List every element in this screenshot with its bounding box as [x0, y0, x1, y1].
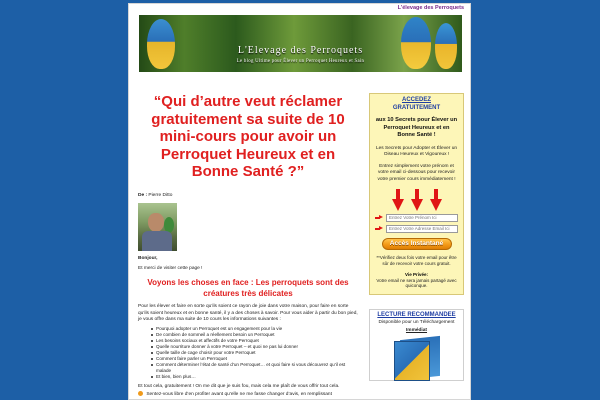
header-banner[interactable]: [139, 15, 462, 72]
list-item: Pourquoi adopter un Perroquet est un engagement pour la vie: [156, 326, 358, 332]
section-red-title: Voyons les choses en face : Les perroquets sont des créatures très délicates: [147, 278, 349, 298]
instant-access-button[interactable]: Accès Instantané: [382, 238, 452, 250]
recommended-reading-title[interactable]: LECTURE RECOMMANDEE: [377, 312, 456, 319]
down-arrow-icon: [411, 189, 423, 211]
optin-description: Les Secrets pour Adopter et Élever un Oiseau Heureux et Vigoureux !: [375, 145, 458, 157]
privacy-title: Vie Privée:: [405, 271, 428, 277]
name-field-row: [375, 214, 458, 222]
optin-secrets: aux 10 Secrets pour Élever un Perroquet Heureux et en Bonne Santé !: [375, 117, 458, 138]
closing-line-text: Sentez-vous libre d’en profiter avant qu’elle ne me fasse changer d’avis, en remplissant: [146, 391, 332, 397]
list-item: Et bien, bien plus…: [156, 374, 358, 380]
verify-email-note: **Vérifiez deux fois votre email pour être sûr de recevoir votre cours gratuit.: [376, 254, 457, 266]
sidebar: [369, 93, 464, 381]
closing-paragraph: Et tout cela, gratuitement ! On me dit que je suis fou, mais cela me plaît de vous offrir tout cela.: [138, 384, 340, 390]
first-name-input[interactable]: [386, 214, 458, 222]
arrows-group: [375, 189, 458, 211]
down-arrow-icon: [392, 189, 404, 211]
list-item: Quelle nourriture donner à votre Perroquet – et quoi ne pas lui donner: [156, 344, 358, 350]
banner-subtitle: Le blog Ultime pour Élever un Perroquet Heureux et Sain: [236, 59, 365, 64]
optin-instructions: Entrez simplement votre prénom et votre email ci-dessous pour recevoir votre premier cours immédiatement !: [377, 164, 456, 182]
list-item: Comment faire parler un Perroquet: [156, 356, 358, 362]
optin-heading: [375, 97, 458, 112]
byline-name: Pierre Ditto: [148, 192, 173, 198]
down-arrow-icon: [430, 189, 442, 211]
thanks-text: Et merci de visiter cette page !: [138, 266, 203, 272]
main-content: [138, 93, 358, 398]
optin-box: [369, 93, 464, 295]
closing-line: [138, 391, 358, 398]
optin-accedez: ACCEDEZ: [401, 97, 431, 103]
author-photo: [138, 203, 177, 251]
orange-bullet-icon: [138, 391, 143, 396]
recommended-reading-box: [369, 309, 464, 381]
recommended-reading-desc: Disponible pour un Téléchargement: [378, 320, 455, 326]
greeting: Bonjour,: [138, 255, 158, 261]
photo-face: [148, 213, 164, 232]
recommended-reading-link[interactable]: Immédiat: [405, 328, 428, 334]
byline: [138, 193, 358, 199]
intro-paragraph: Pour les élever et faire en sorte qu’ils soient ce rayon de joie dans votre maison, pour faire en sorte qu’ils soient heureux et en bonne santé, il y a des choses à savoir. Pour vous aider à partir du bon pied, je vous offre dans ma suite de 10 cours les informations suivantes :: [138, 304, 358, 322]
headline: “Qui d’autre veut réclamer gratuitement sa suite de 10 mini-cours pour avoir un Perroquet Heureux et en Bonne Santé ?”: [151, 93, 345, 180]
list-item: Les besoins sociaux et affectifs de votre Perroquet: [156, 338, 358, 344]
page-container: [128, 3, 471, 400]
ebook-front: [394, 341, 430, 381]
list-item: Quelle taille de cage choisir pour votre Perroquet: [156, 350, 358, 356]
ebook-cover-image[interactable]: [394, 338, 440, 378]
right-arrow-icon: [375, 215, 384, 220]
list-item: De combien de sommeil a réellement besoin un Perroquet: [156, 332, 358, 338]
byline-prefix: De :: [138, 192, 148, 198]
email-field-row: [375, 225, 458, 233]
email-input[interactable]: [386, 225, 458, 233]
benefits-list: [138, 326, 358, 379]
top-blog-link[interactable]: L'élevage des Perroquets: [397, 5, 464, 11]
optin-gratuitement: GRATUITEMENT: [392, 104, 441, 111]
privacy-text: Votre email ne sera jamais partagé avec quiconque.: [376, 277, 457, 289]
banner-title: L'Elevage des Perroquets: [237, 45, 364, 56]
photo-shirt: [142, 231, 172, 251]
list-item: Comment déterminer l’état de santé d’un Perroquet… et quoi faire si vous découvrez qu’il est malade: [156, 362, 358, 374]
right-arrow-icon: [375, 226, 384, 231]
